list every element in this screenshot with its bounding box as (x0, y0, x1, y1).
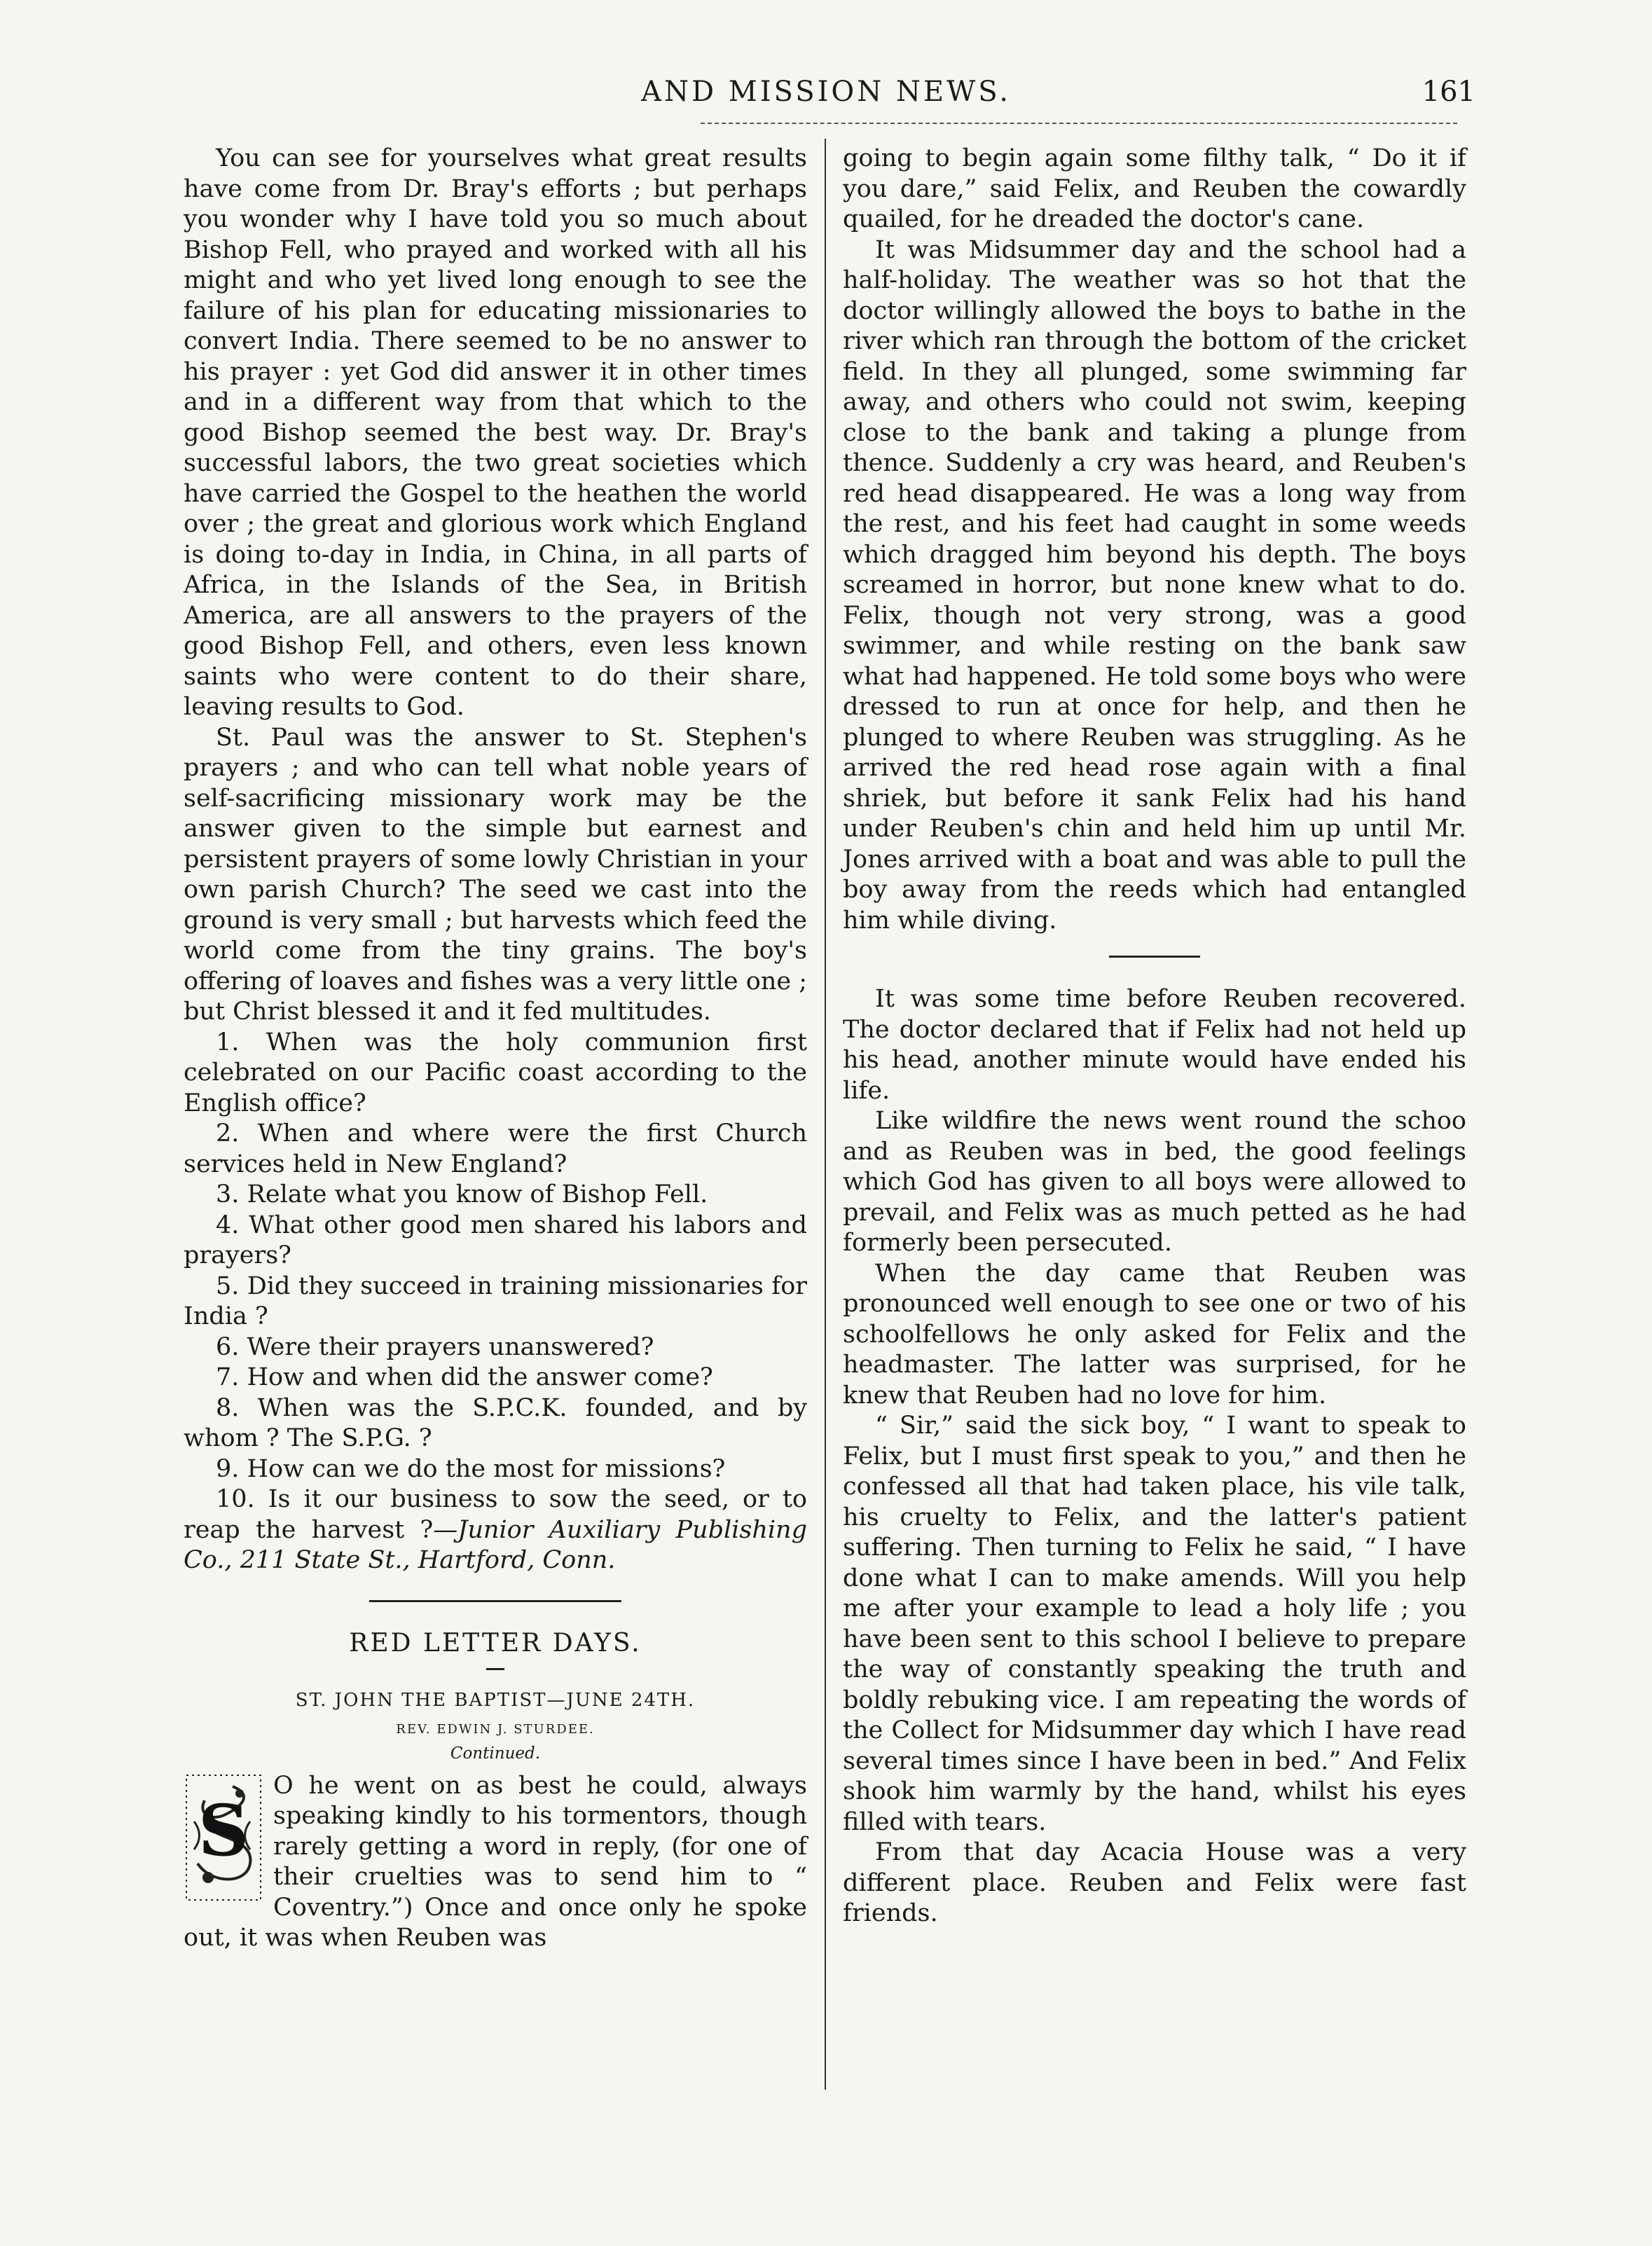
question-text: 10. Is it our business to sow the seed, or to reap the harvest ? (184, 1485, 807, 1544)
section-title: RED LETTER DAYS. (349, 1628, 642, 1658)
author-line: REV. EDWIN J. STURDEE. (396, 1721, 595, 1737)
story-opening (184, 1771, 807, 1954)
question-list (184, 1028, 807, 1576)
right-column (843, 144, 1466, 1929)
column-divider (825, 139, 826, 2090)
continued-label: Continued. (450, 1744, 541, 1763)
question-item: 9. How can we do the most for missions? (216, 1454, 726, 1483)
paragraph: It was some time before Reuben recovered. The doctor declared that if Felix had not held up his head, another minute would have ended his life. (843, 985, 1466, 1105)
question-item-last (184, 1484, 807, 1576)
question-item: 1. When was the holy communion first celebrated on our Pacific coast according to the English office? (184, 1028, 807, 1117)
paragraph: You can see for yourselves what great results have come from Dr. Bray's efforts ; but perhaps you wonder why I have told you so much about Bishop Fell, who prayed and worked with all his might and who yet lived long enough to see the failure of his plan for educating missionaries to convert India. There seemed to be no answer to his prayer : yet God did answer it in other times and in a different way from that which to the good Bishop seemed the best way. Dr. Bray's successful labors, the two great societies which have carried the Gospel to the heathen the world over ; the great and glorious work which England is doing to-day in India, in China, in all parts of Africa, in the Islands of the Sea, in British America, are all answers to the prayers of the good Bishop Fell, and others, even less known saints who were content to do their share, leaving results to God. (184, 144, 807, 721)
left-column (184, 144, 807, 1954)
paragraph: When the day came that Reuben was pronounced well enough to see one or two of his schoolfellows he only asked for Felix and the headmaster. The latter was surprised, for he knew that Reuben had no love for him. (843, 1259, 1466, 1410)
paragraph: From that day Acacia House was a very different place. Reuben and Felix were fast friends. (843, 1838, 1466, 1927)
question-item: 6. Were their prayers unanswered? (216, 1332, 654, 1361)
running-title: AND MISSION NEWS. (641, 76, 1011, 108)
running-head (0, 76, 1652, 118)
section-rule (369, 1600, 621, 1602)
question-item: 4. What other good men shared his labors and prayers? (184, 1211, 807, 1269)
header-rule (701, 123, 1457, 124)
story-opening-text: O he went on as best he could, always speaking kindly to his tormentors, though rarely getting a word in reply, (for one of their cruelties was to send him to “ Coventry.”) Once and once only he spoke out, it was when Reuben was (184, 1771, 807, 1952)
page-number: 161 (1422, 76, 1475, 108)
paragraph: It was Midsummer day and the school had a half-holiday. The weather was so hot that the doctor willingly allowed the boys to bathe in the river which ran through the bottom of the cricket field. In they all plunged, some swimming far away, and others who could not swim, keeping close to the bank and taking a plunge from thence. Suddenly a cry was heard, and Reuben's red head disappeared. He was a long way from the rest, and his feet had caught in some weeds which dragged him beyond his depth. The boys screamed in horror, but none knew what to do. Felix, though not very strong, was a good swimmer, and while resting on the bank saw what had happened. He told some boys who were dressed to run at once for help, and then he plunged to where Reuben was struggling. As he arrived the red head rose again with a final shriek, but before it sank Felix had his hand under Reuben's chin and held him up until Mr. Jones arrived with a boat and was able to pull the boy away from the reeds which had entangled him while diving. (843, 235, 1466, 935)
question-item: 8. When was the S.P.C.K. founded, and by whom ? The S.P.G. ? (184, 1393, 807, 1452)
paragraph: Like wildfire the news went round the schoo and as Reuben was in bed, the good feelings which God has given to all boys were allowed to prevail, and Felix was as much petted as he had formerly been persecuted. (843, 1107, 1466, 1257)
paragraph: “ Sir,” said the sick boy, “ I want to speak to Felix, but I must first speak to you,” and then he confessed all that had taken place, his vile talk, his cruelty to Felix, and the latter's patient suffering. Then turning to Felix he said, “ I have done what I can to make amends. Will you help me after your example to lead a holy life ; you have been sent to this school I believe to prepare the way of constantly speaking the truth and boldly rebuking vice. I am repeating the words of the Collect for Midsummer day which I have read several times since I have been in bed.” And Felix shook him warmly by the hand, whilst his eyes filled with tears. (843, 1412, 1466, 1836)
attribution: —Junior Auxiliary Publishing Co., 211 State St., Hartford, Conn. (184, 1515, 807, 1574)
dropcap-ornament (184, 1772, 263, 1903)
scene-break-rule (1109, 956, 1200, 958)
ornamental-s-icon (184, 1772, 263, 1903)
dropcap-letter: S (198, 1789, 249, 1872)
section-subtitle: ST. JOHN THE BAPTIST—JUNE 24TH. (295, 1689, 696, 1711)
question-item: 3. Relate what you know of Bishop Fell. (216, 1180, 708, 1208)
paragraph: going to begin again some filthy talk, “ Do it if you dare,” said Felix, and Reuben the cowardly quailed, for he dreaded the doctor's cane. (843, 144, 1466, 233)
paragraph: St. Paul was the answer to St. Stephen's prayers ; and who can tell what noble years of self-sacrificing missionary work may be the answer given to the simple but earnest and persistent prayers of some lowly Christian in your own parish Church? The seed we cast into the ground is very small ; but harvests which feed the world come from the tiny grains. The boy's offering of loaves and fishes was a very little one ; but Christ blessed it and it fed multitudes. (184, 723, 807, 1026)
question-item: 5. Did they succeed in training missionaries for India ? (184, 1272, 807, 1330)
question-item: 7. How and when did the answer come? (216, 1363, 713, 1391)
title-dash (486, 1668, 504, 1670)
question-item: 2. When and where were the first Church services held in New England? (184, 1119, 807, 1178)
